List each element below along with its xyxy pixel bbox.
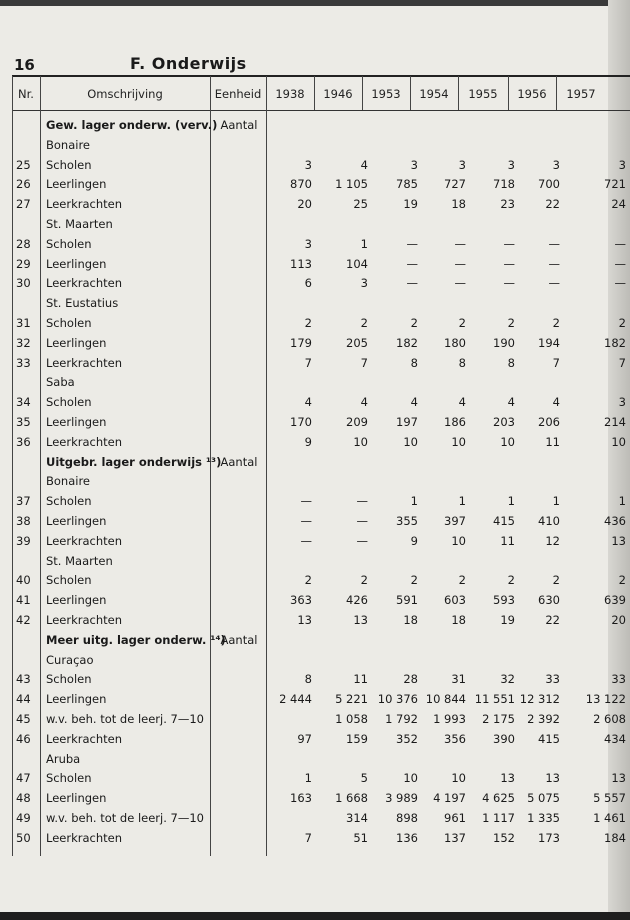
row-label: Leerkrachten — [46, 355, 123, 370]
row-label: Leerkrachten — [46, 533, 123, 548]
value-cell-1953: 18 — [403, 613, 418, 627]
row-label: Scholen — [46, 236, 92, 251]
value-cell-1955: 3 — [507, 157, 515, 172]
table-row — [0, 393, 630, 413]
row-number: 47 — [16, 771, 31, 786]
row-number: 36 — [16, 434, 31, 449]
value-cell-1955: — — [503, 256, 515, 271]
row-label: Scholen — [46, 771, 92, 786]
value-cell-1946: 2 — [360, 573, 368, 588]
value-cell-1955: 2 — [507, 316, 515, 330]
value-cell-1955: 2 — [507, 573, 515, 588]
page-number: 16 — [14, 56, 35, 74]
value-cell-1954: 31 — [451, 672, 466, 687]
value-cell-1957: 20 — [611, 613, 626, 627]
row-label: Leerkrachten — [46, 731, 123, 746]
value-cell-1954: — — [454, 276, 466, 291]
value-cell-1953: — — [406, 276, 418, 291]
row-unit: Aantal — [220, 118, 258, 132]
row-label: St. Eustatius — [46, 296, 119, 311]
value-cell-1946: 11 — [353, 672, 368, 687]
table-row — [0, 354, 630, 374]
value-cell-1938: 20 — [297, 197, 312, 212]
value-cell-1956: 11 — [545, 434, 560, 449]
value-cell-1946: 1 668 — [335, 791, 368, 806]
value-cell-1946: 5 — [360, 771, 368, 786]
header-year-1946: 1946 — [323, 87, 353, 101]
value-cell-1953: 3 — [410, 157, 418, 172]
row-label: Leerlingen — [46, 256, 107, 271]
value-cell-1938: 13 — [297, 613, 312, 627]
header-rule — [12, 110, 630, 111]
value-cell-1956: 3 — [552, 157, 560, 172]
value-cell-1957: 2 608 — [593, 712, 626, 726]
table-row — [0, 136, 630, 156]
value-cell-1953: 3 989 — [385, 791, 418, 806]
value-cell-1938: 2 — [304, 573, 312, 588]
table-row — [0, 116, 630, 136]
value-cell-1954: 10 — [451, 771, 466, 786]
row-number: 28 — [16, 236, 31, 251]
row-label: Bonaire — [46, 474, 91, 489]
value-cell-1955: 190 — [493, 335, 515, 350]
row-number: 32 — [16, 335, 31, 350]
value-cell-1946: 25 — [353, 197, 368, 212]
value-cell-1954: 4 197 — [433, 791, 466, 806]
value-cell-1938: 1 — [304, 771, 312, 786]
value-cell-1953: 9 — [410, 533, 418, 548]
header-year-1954: 1954 — [419, 87, 449, 101]
value-cell-1938: 3 — [304, 236, 312, 251]
row-label: w.v. beh. tot de leerj. 7—10 — [46, 712, 204, 726]
value-cell-1955: 23 — [500, 197, 515, 212]
value-cell-1954: 2 — [458, 316, 466, 330]
value-cell-1953: 2 — [410, 316, 418, 330]
value-cell-1953: 19 — [403, 197, 418, 212]
table-row — [0, 710, 630, 730]
row-number: 27 — [16, 197, 31, 212]
row-number: 43 — [16, 672, 31, 687]
value-cell-1946: 1 058 — [335, 712, 368, 726]
row-number: 35 — [16, 415, 31, 429]
value-cell-1956: 22 — [545, 197, 560, 212]
value-cell-1956: 33 — [545, 672, 560, 687]
value-cell-1956: 630 — [538, 593, 560, 608]
value-cell-1954: 356 — [444, 731, 466, 746]
header-year-1953: 1953 — [371, 87, 401, 101]
value-cell-1957: 214 — [604, 415, 626, 429]
value-cell-1957: 10 — [611, 434, 626, 449]
table-row — [0, 532, 630, 552]
value-cell-1955: 718 — [493, 177, 515, 192]
value-cell-1956: 2 — [552, 316, 560, 330]
value-cell-1946: — — [356, 514, 368, 528]
value-cell-1946: 51 — [353, 830, 368, 845]
value-cell-1956: 22 — [545, 613, 560, 627]
value-cell-1954: 3 — [458, 157, 466, 172]
page-top-edge — [0, 0, 630, 6]
value-cell-1955: 19 — [500, 613, 515, 627]
value-cell-1954: 10 844 — [425, 692, 466, 707]
row-number: 31 — [16, 316, 31, 330]
value-cell-1957: 721 — [604, 177, 626, 192]
value-cell-1946: 314 — [346, 811, 368, 825]
value-cell-1954: — — [454, 256, 466, 271]
row-number: 34 — [16, 395, 31, 410]
header-year-1956: 1956 — [517, 87, 547, 101]
value-cell-1938: 163 — [290, 791, 312, 806]
row-label: Leerlingen — [46, 335, 107, 350]
table-row — [0, 472, 630, 492]
row-unit: Aantal — [220, 454, 258, 469]
value-cell-1954: 180 — [444, 335, 466, 350]
value-cell-1955: 13 — [500, 771, 515, 786]
value-cell-1954: 10 — [451, 533, 466, 548]
value-cell-1954: 603 — [444, 593, 466, 608]
value-cell-1957: 33 — [611, 672, 626, 687]
row-label: w.v. beh. tot de leerj. 7—10 — [46, 811, 204, 825]
value-cell-1956: — — [548, 256, 560, 271]
table-row — [0, 651, 630, 671]
table-row — [0, 829, 630, 849]
value-cell-1938: 4 — [304, 395, 312, 410]
value-cell-1953: 10 — [403, 434, 418, 449]
value-cell-1957: 436 — [604, 514, 626, 528]
row-label: Aruba — [46, 751, 81, 766]
table-row — [0, 492, 630, 512]
value-cell-1953: 898 — [396, 811, 418, 825]
value-cell-1946: 205 — [346, 335, 368, 350]
table-row — [0, 730, 630, 750]
table-row — [0, 512, 630, 532]
value-cell-1954: 18 — [451, 197, 466, 212]
value-cell-1957: 182 — [604, 335, 626, 350]
value-cell-1957: 13 — [611, 771, 626, 786]
row-number: 40 — [16, 573, 31, 588]
value-cell-1953: 197 — [396, 415, 418, 429]
value-cell-1938: — — [300, 533, 312, 548]
table-row — [0, 334, 630, 354]
row-number: 37 — [16, 494, 31, 509]
value-cell-1956: 415 — [538, 731, 560, 746]
value-cell-1938: 7 — [304, 355, 312, 370]
row-number: 44 — [16, 692, 31, 707]
value-cell-1957: — — [614, 256, 626, 271]
value-cell-1957: 24 — [611, 197, 626, 212]
table-row — [0, 611, 630, 631]
value-cell-1956: 12 312 — [519, 692, 560, 707]
row-label: Bonaire — [46, 137, 91, 152]
value-cell-1957: 1 — [618, 494, 626, 509]
value-cell-1946: 426 — [346, 593, 368, 608]
value-cell-1953: 352 — [396, 731, 418, 746]
value-cell-1957: 13 122 — [585, 692, 626, 707]
value-cell-1956: — — [548, 236, 560, 251]
row-number: 33 — [16, 355, 31, 370]
value-cell-1956: 5 075 — [527, 791, 560, 806]
value-cell-1956: 410 — [538, 514, 560, 528]
value-cell-1955: 11 551 — [474, 692, 515, 707]
row-number: 41 — [16, 593, 31, 608]
row-number: 48 — [16, 791, 31, 806]
value-cell-1953: 182 — [396, 335, 418, 350]
value-cell-1938: 3 — [304, 157, 312, 172]
table-row — [0, 453, 630, 473]
value-cell-1957: 434 — [604, 731, 626, 746]
value-cell-1957: 1 461 — [593, 811, 626, 825]
value-cell-1946: 3 — [360, 276, 368, 291]
row-label: Scholen — [46, 573, 92, 588]
value-cell-1955: — — [503, 276, 515, 291]
value-cell-1955: 415 — [493, 514, 515, 528]
table-row — [0, 670, 630, 690]
table-row — [0, 255, 630, 275]
row-label: Scholen — [46, 395, 92, 410]
value-cell-1938: 97 — [297, 731, 312, 746]
table-row — [0, 571, 630, 591]
table-row — [0, 433, 630, 453]
value-cell-1946: 1 — [360, 236, 368, 251]
table-row — [0, 235, 630, 255]
value-cell-1956: 7 — [552, 355, 560, 370]
value-cell-1956: 12 — [545, 533, 560, 548]
row-number: 39 — [16, 533, 31, 548]
value-cell-1956: 700 — [538, 177, 560, 192]
value-cell-1954: 10 — [451, 434, 466, 449]
value-cell-1953: 1 792 — [385, 712, 418, 726]
value-cell-1953: 2 — [410, 573, 418, 588]
value-cell-1938: 179 — [290, 335, 312, 350]
value-cell-1954: 4 — [458, 395, 466, 410]
row-label: Scholen — [46, 494, 92, 509]
value-cell-1955: — — [503, 236, 515, 251]
header-year-1938: 1938 — [275, 87, 305, 101]
value-cell-1938: 9 — [304, 434, 312, 449]
row-number: 29 — [16, 256, 31, 271]
header-nr: Nr. — [18, 87, 34, 101]
value-cell-1953: 591 — [396, 593, 418, 608]
value-cell-1954: 727 — [444, 177, 466, 192]
row-number: 46 — [16, 731, 31, 746]
value-cell-1954: 2 — [458, 573, 466, 588]
value-cell-1954: 1 993 — [433, 712, 466, 726]
value-cell-1946: 209 — [346, 415, 368, 429]
value-cell-1957: 2 — [618, 573, 626, 588]
page-heading: F. Onderwijs — [130, 54, 247, 73]
section-label: Meer uitg. lager onderw. ¹⁴) — [46, 632, 226, 647]
value-cell-1946: 2 — [360, 316, 368, 330]
row-label: Curaçao — [46, 652, 94, 667]
row-label: Leerkrachten — [46, 197, 123, 212]
value-cell-1954: — — [454, 236, 466, 251]
row-number: 50 — [16, 830, 31, 845]
section-label: Uitgebr. lager onderwijs ¹³) — [46, 454, 222, 469]
value-cell-1946: 1 105 — [335, 177, 368, 192]
table-row — [0, 156, 630, 176]
value-cell-1955: 11 — [500, 533, 515, 548]
value-cell-1956: 4 — [552, 395, 560, 410]
value-cell-1955: 4 — [507, 395, 515, 410]
value-cell-1938: 8 — [304, 672, 312, 687]
header-omschrijving: Omschrijving — [87, 87, 163, 101]
row-label: Saba — [46, 375, 75, 390]
table-row — [0, 215, 630, 235]
value-cell-1957: 3 — [618, 157, 626, 172]
value-cell-1955: 1 117 — [482, 811, 515, 825]
header-eenheid: Eenheid — [214, 87, 262, 101]
header-year-1957: 1957 — [566, 87, 596, 101]
table-row — [0, 591, 630, 611]
value-cell-1957: 639 — [604, 593, 626, 608]
value-cell-1956: 173 — [538, 830, 560, 845]
value-cell-1957: 13 — [611, 533, 626, 548]
value-cell-1946: 104 — [346, 256, 368, 271]
row-label: Leerlingen — [46, 514, 107, 528]
value-cell-1946: 159 — [346, 731, 368, 746]
value-cell-1946: 7 — [360, 355, 368, 370]
value-cell-1954: 137 — [444, 830, 466, 845]
value-cell-1955: 152 — [493, 830, 515, 845]
value-cell-1953: 785 — [396, 177, 418, 192]
table-row — [0, 552, 630, 572]
value-cell-1953: 355 — [396, 514, 418, 528]
table-row — [0, 750, 630, 770]
value-cell-1953: 8 — [410, 355, 418, 370]
value-cell-1938: 2 444 — [279, 692, 312, 707]
value-cell-1953: — — [406, 256, 418, 271]
value-cell-1955: 593 — [493, 593, 515, 608]
row-label: Scholen — [46, 157, 92, 172]
value-cell-1956: 1 335 — [527, 811, 560, 825]
top-rule — [12, 75, 630, 77]
value-cell-1955: 4 625 — [482, 791, 515, 806]
table-row — [0, 294, 630, 314]
value-cell-1953: 1 — [410, 494, 418, 509]
value-cell-1956: 2 — [552, 573, 560, 588]
table-row — [0, 373, 630, 393]
value-cell-1953: 10 376 — [377, 692, 418, 707]
value-cell-1946: 4 — [360, 395, 368, 410]
row-number: 38 — [16, 514, 31, 528]
value-cell-1957: — — [614, 276, 626, 291]
value-cell-1946: 5 221 — [335, 692, 368, 707]
value-cell-1953: 10 — [403, 771, 418, 786]
row-label: Leerkrachten — [46, 434, 123, 449]
value-cell-1956: 13 — [545, 771, 560, 786]
table-row — [0, 769, 630, 789]
value-cell-1957: 2 — [618, 316, 626, 330]
table-row — [0, 175, 630, 195]
value-cell-1938: 7 — [304, 830, 312, 845]
value-cell-1938: 113 — [290, 256, 312, 271]
value-cell-1953: 28 — [403, 672, 418, 687]
value-cell-1956: 194 — [538, 335, 560, 350]
value-cell-1953: — — [406, 236, 418, 251]
value-cell-1954: 1 — [458, 494, 466, 509]
row-unit: Aantal — [220, 632, 258, 647]
row-label: Leerlingen — [46, 177, 107, 192]
row-number: 42 — [16, 613, 31, 627]
row-label: Leerlingen — [46, 415, 107, 429]
value-cell-1957: — — [614, 236, 626, 251]
value-cell-1953: 136 — [396, 830, 418, 845]
row-label: Leerkrachten — [46, 276, 123, 291]
value-cell-1955: 32 — [500, 672, 515, 687]
page-bottom-edge — [0, 912, 630, 920]
value-cell-1954: 18 — [451, 613, 466, 627]
row-number: 30 — [16, 276, 31, 291]
value-cell-1938: 2 — [304, 316, 312, 330]
value-cell-1953: 4 — [410, 395, 418, 410]
row-label: Scholen — [46, 316, 92, 330]
row-label: Leerkrachten — [46, 830, 123, 845]
row-label: St. Maarten — [46, 553, 113, 568]
value-cell-1956: — — [548, 276, 560, 291]
value-cell-1946: 10 — [353, 434, 368, 449]
row-number: 25 — [16, 157, 31, 172]
row-label: Leerkrachten — [46, 613, 123, 627]
value-cell-1938: — — [300, 494, 312, 509]
value-cell-1955: 390 — [493, 731, 515, 746]
row-label: Leerlingen — [46, 593, 107, 608]
section-label: Gew. lager onderw. (verv.) — [46, 118, 218, 132]
value-cell-1938: 870 — [290, 177, 312, 192]
value-cell-1938: 170 — [290, 415, 312, 429]
table-row — [0, 314, 630, 334]
value-cell-1954: 186 — [444, 415, 466, 429]
value-cell-1946: 4 — [360, 157, 368, 172]
value-cell-1938: — — [300, 514, 312, 528]
value-cell-1957: 5 557 — [593, 791, 626, 806]
table-row — [0, 690, 630, 710]
row-label: Leerlingen — [46, 692, 107, 707]
value-cell-1955: 2 175 — [482, 712, 515, 726]
value-cell-1938: 363 — [290, 593, 312, 608]
row-number: 49 — [16, 811, 31, 825]
value-cell-1946: 13 — [353, 613, 368, 627]
row-label: Leerlingen — [46, 791, 107, 806]
header-year-1955: 1955 — [468, 87, 498, 101]
value-cell-1946: — — [356, 533, 368, 548]
row-number: 45 — [16, 712, 31, 726]
table-row — [0, 195, 630, 215]
value-cell-1955: 8 — [507, 355, 515, 370]
value-cell-1954: 397 — [444, 514, 466, 528]
table-row — [0, 789, 630, 809]
value-cell-1957: 184 — [604, 830, 626, 845]
row-number: 26 — [16, 177, 31, 192]
value-cell-1956: 2 392 — [527, 712, 560, 726]
value-cell-1957: 7 — [618, 355, 626, 370]
row-label: St. Maarten — [46, 217, 113, 231]
value-cell-1955: 10 — [500, 434, 515, 449]
value-cell-1957: 3 — [618, 395, 626, 410]
value-cell-1954: 961 — [444, 811, 466, 825]
value-cell-1946: — — [356, 494, 368, 509]
value-cell-1938: 6 — [304, 276, 312, 291]
table-row — [0, 274, 630, 294]
row-label: Scholen — [46, 672, 92, 687]
table-row — [0, 809, 630, 829]
value-cell-1955: 1 — [507, 494, 515, 509]
value-cell-1956: 1 — [552, 494, 560, 509]
value-cell-1956: 206 — [538, 415, 560, 429]
table-row — [0, 413, 630, 433]
value-cell-1955: 203 — [493, 415, 515, 429]
value-cell-1954: 8 — [458, 355, 466, 370]
table-row — [0, 631, 630, 651]
